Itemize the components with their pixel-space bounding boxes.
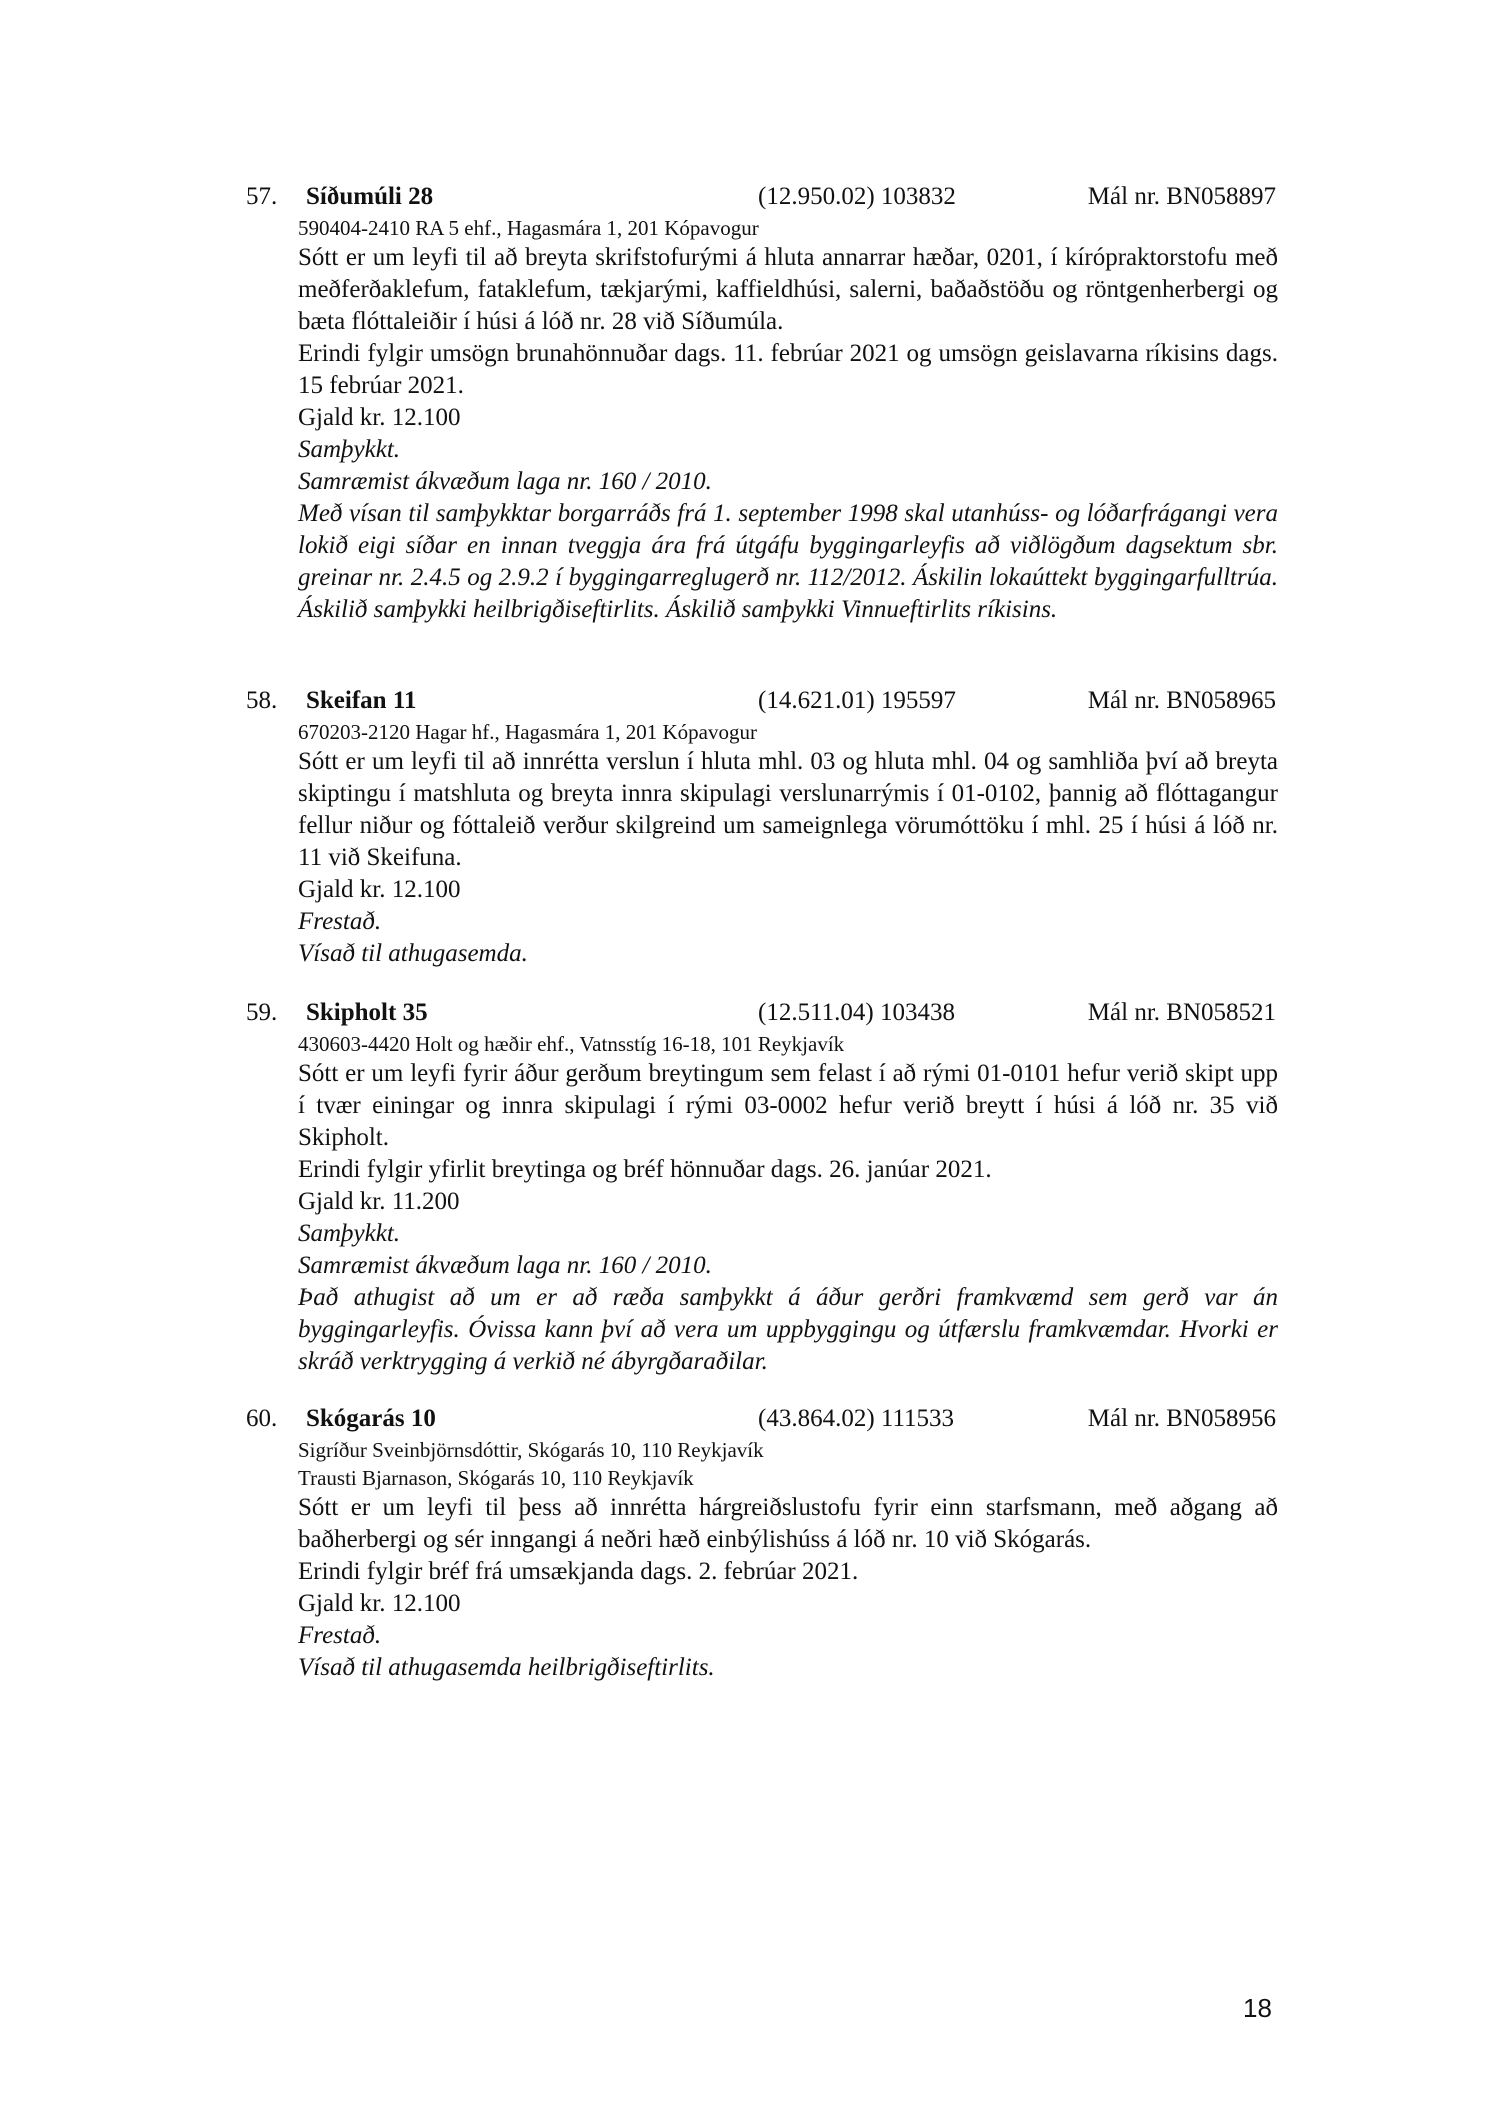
case-item-60 [246, 1402, 1276, 1684]
case-condition: Samræmist ákvæðum laga nr. 160 / 2010. [298, 468, 712, 495]
case-item-59 [246, 996, 1276, 1378]
case-header [246, 996, 1276, 1030]
case-land-code: (12.950.02) 103832 [758, 183, 956, 210]
case-header [246, 684, 1276, 718]
case-condition: Það athugist að um er að ræða samþykkt á áður gerðri framkvæmd sem gerð var án byggingarleyfis. Óvissa kann því að vera um uppbyggingu og útfærslu framkvæmdar. Hvorki er skráð verktrygging á verkið né ábyrgðaraðilar. [298, 1284, 1278, 1375]
case-description: Sótt er um leyfi fyrir áður gerðum breytingum sem felast í að rými 01-0101 hefur verið skipt upp í tvær einingar og innra skipulagi í rými 03-0002 hefur verið breytt í húsi á lóð nr. 35 við Skipholt. [298, 1060, 1278, 1151]
applicant: Trausti Bjarnason, Skógarás 10, 110 Reykjavík [298, 1466, 694, 1490]
case-address: Skipholt 35 [306, 999, 428, 1026]
case-number: 58. [246, 687, 278, 714]
case-fee: Gjald kr. 12.100 [298, 1590, 461, 1617]
case-fee: Gjald kr. 12.100 [298, 404, 461, 431]
applicant: Sigríður Sveinbjörnsdóttir, Skógarás 10, 110 Reykjavík [298, 1438, 764, 1462]
case-condition: Samræmist ákvæðum laga nr. 160 / 2010. [298, 1252, 712, 1279]
case-number: 59. [246, 999, 278, 1026]
case-reference: Mál nr. BN058521 [1087, 999, 1276, 1026]
case-decision: Frestað. [298, 908, 382, 935]
case-land-code: (12.511.04) 103438 [758, 999, 955, 1026]
case-decision: Frestað. [298, 1622, 382, 1649]
case-number: 60. [246, 1405, 278, 1432]
case-condition: Vísað til athugasemda. [298, 940, 528, 967]
case-reference: Mál nr. BN058965 [1087, 687, 1276, 714]
case-land-code: (14.621.01) 195597 [758, 687, 956, 714]
case-note: Erindi fylgir umsögn brunahönnuðar dags. 11. febrúar 2021 og umsögn geislavarna ríkisins dags. 15 febrúar 2021. [298, 340, 1278, 399]
case-item-57 [246, 180, 1276, 626]
case-decision: Samþykkt. [298, 1220, 401, 1247]
case-note: Erindi fylgir yfirlit breytinga og bréf hönnuðar dags. 26. janúar 2021. [298, 1156, 992, 1183]
applicant: 590404-2410 RA 5 ehf., Hagasmára 1, 201 Kópavogur [298, 216, 759, 240]
case-header [246, 180, 1276, 214]
applicant: 670203-2120 Hagar hf., Hagasmára 1, 201 Kópavogur [298, 720, 757, 744]
case-decision: Samþykkt. [298, 436, 401, 463]
case-description: Sótt er um leyfi til að innrétta verslun í hluta mhl. 03 og hluta mhl. 04 og samhliða því að breyta skiptingu í matshluta og breyta innra skipulagi verslunarrýmis í 01-0102, þannig að flóttagangur fellur niður og fóttaleið verður skilgreind um sameignlega vörumóttöku í mhl. 25 í húsi á lóð nr. 11 við Skeifuna. [298, 748, 1278, 871]
case-address: Skeifan 11 [306, 687, 417, 714]
case-note: Erindi fylgir bréf frá umsækjanda dags. 2. febrúar 2021. [298, 1558, 859, 1585]
case-condition: Með vísan til samþykktar borgarráðs frá 1. september 1998 skal utanhúss- og lóðarfrágangi vera lokið eigi síðar en innan tveggja ára frá útgáfu byggingarleyfis að viðlögðum dagsektum sbr. greinar nr. 2.4.5 og 2.9.2 í byggingarreglugerð nr. 112/2012. Áskilin lokaúttekt byggingarfulltrúa. Áskilið samþykki heilbrigðiseftirlits. Áskilið samþykki Vinnueftirlits ríkisins. [298, 500, 1278, 623]
case-number: 57. [246, 183, 278, 210]
case-fee: Gjald kr. 12.100 [298, 876, 461, 903]
case-fee: Gjald kr. 11.200 [298, 1188, 460, 1215]
case-land-code: (43.864.02) 111533 [758, 1405, 955, 1432]
case-description: Sótt er um leyfi til þess að innrétta hárgreiðslustofu fyrir einn starfsmann, með aðgang að baðherbergi og sér inngangi á neðri hæð einbýlishúss á lóð nr. 10 við Skógarás. [298, 1494, 1278, 1553]
case-address: Síðumúli 28 [306, 183, 434, 210]
case-header [246, 1402, 1276, 1436]
case-item-58 [246, 684, 1276, 970]
page-number: 18 [1243, 1993, 1272, 2023]
case-description: Sótt er um leyfi til að breyta skrifstofurými á hluta annarrar hæðar, 0201, í kírópraktorstofu með meðferðaklefum, fataklefum, tækjarými, kaffieldhúsi, salerni, baðaðstöðu og röntgenherbergi og bæta flóttaleiðir í húsi á lóð nr. 28 við Síðumúla. [298, 244, 1278, 335]
case-reference: Mál nr. BN058897 [1087, 183, 1276, 210]
case-address: Skógarás 10 [306, 1405, 436, 1432]
case-reference: Mál nr. BN058956 [1087, 1405, 1276, 1432]
applicant: 430603-4420 Holt og hæðir ehf., Vatnsstíg 16-18, 101 Reykjavík [298, 1032, 845, 1056]
case-condition: Vísað til athugasemda heilbrigðiseftirlits. [298, 1654, 715, 1681]
